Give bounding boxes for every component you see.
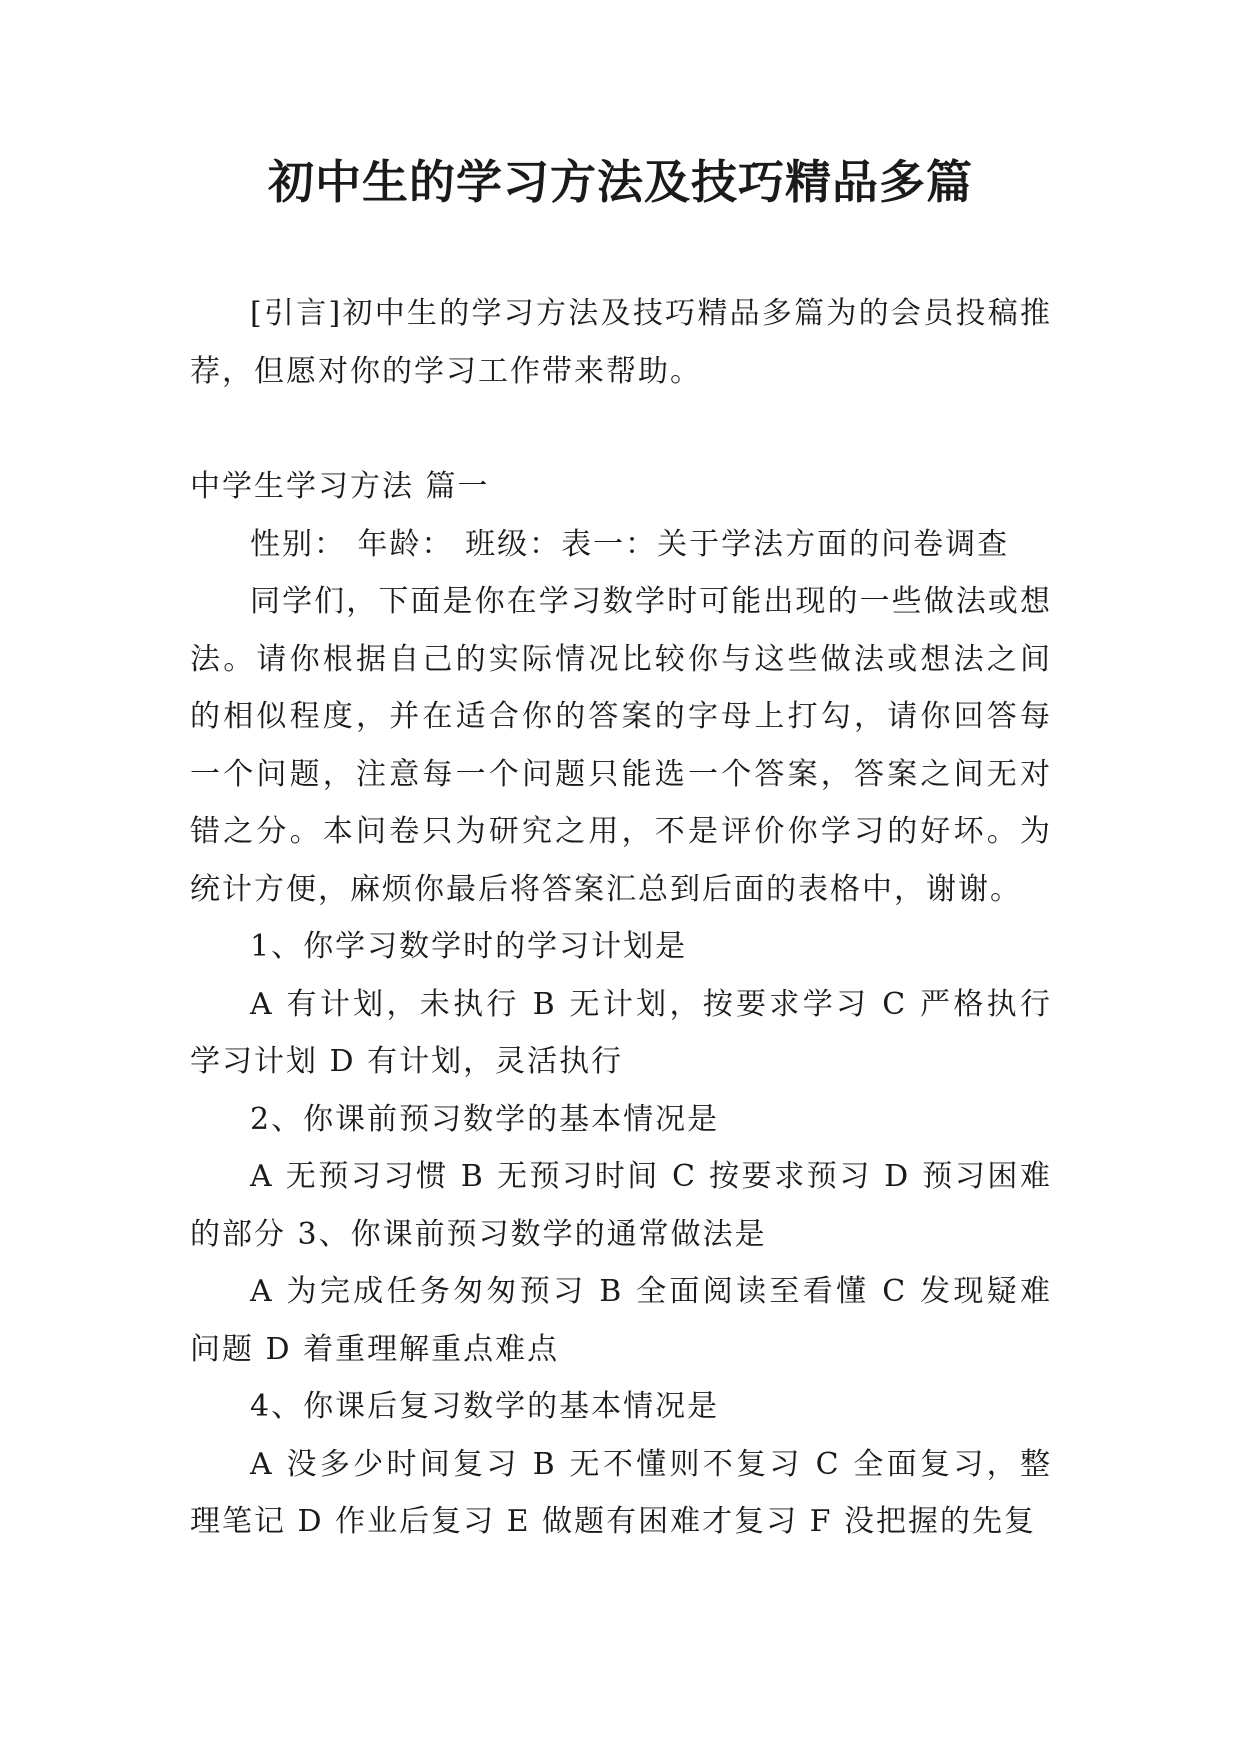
question-1: 1、你学习数学时的学习计划是	[250, 929, 688, 964]
question-3-options: A 为完成任务匆匆预习 B 全面阅读至看懂 C 发现疑难问题 D 着重理解重点难点	[190, 1274, 1052, 1367]
section-heading: 中学生学习方法 篇一	[190, 469, 490, 504]
survey-fields-line: 性别： 年龄： 班级：表一：关于学法方面的问卷调查	[250, 526, 1010, 562]
question-4-options: A 没多少时间复习 B 无不懂则不复习 C 全面复习，整理笔记 D 作业后复习 E 做题有困难才复习 F 没把握的先复	[190, 1446, 1052, 1539]
intro-paragraph: [引言]初中生的学习方法及技巧精品多篇为的会员投稿推荐，但愿对你的学习工作带来帮助。	[190, 296, 1052, 389]
survey-instructions: 同学们，下面是你在学习数学时可能出现的一些做法或想法。请你根据自己的实际情况比较你与这些做法或想法之间的相似程度，并在适合你的答案的字母上打勾，请你回答每一个问题，注意每一个问题只能选一个答案，答案之间无对错之分。本问卷只为研究之用，不是评价你学习的好坏。为统计方便，麻烦你最后将答案汇总到后面的表格中，谢谢。	[190, 584, 1052, 907]
question-2: 2、你课前预习数学的基本情况是	[250, 1101, 720, 1137]
document-body	[190, 285, 1052, 1551]
question-4: 4、你课后复习数学的基本情况是	[250, 1389, 720, 1424]
document-title: 初中生的学习方法及技巧精品多篇	[268, 155, 973, 209]
question-2-options: A 无预习习惯 B 无预习时间 C 按要求预习 D 预习困难的部分 3、你课前预习数学的通常做法是	[190, 1159, 1052, 1252]
question-1-options: A 有计划，未执行 B 无计划，按要求学习 C 严格执行学习计划 D 有计划，灵活执行	[190, 986, 1052, 1079]
paragraph-gap	[190, 400, 1052, 458]
